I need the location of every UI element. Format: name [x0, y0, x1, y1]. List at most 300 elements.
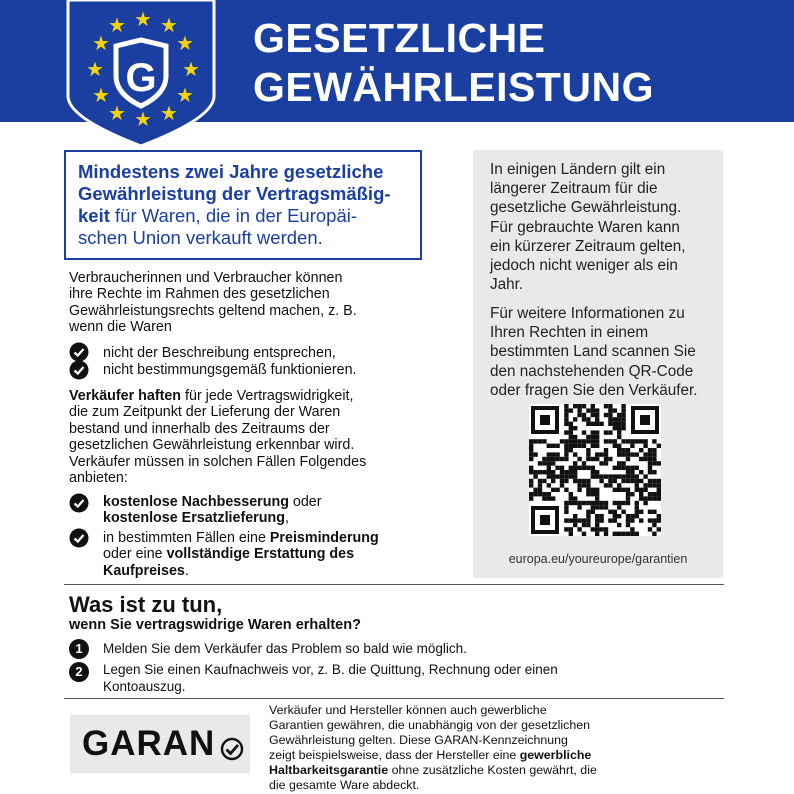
rights-item-1: nicht der Beschreibung entsprechen,	[103, 345, 336, 361]
qr-module	[652, 439, 656, 443]
qr-module	[608, 483, 612, 487]
qr-module	[608, 408, 612, 412]
qr-module	[547, 444, 551, 448]
qr-module	[591, 505, 595, 509]
qr-module	[657, 483, 661, 487]
qr-module	[573, 496, 577, 500]
sidebar-line: Ihren Rechten in einem	[490, 324, 649, 342]
qr-module	[564, 448, 568, 452]
qr-module	[595, 492, 599, 496]
svg-text:★: ★	[134, 107, 152, 131]
sidebar-line: ein kürzerer Zeitraum gelten,	[490, 237, 686, 255]
title-line-1: GESETZLICHE	[253, 15, 546, 61]
qr-module	[657, 527, 661, 531]
qr-module	[657, 488, 661, 492]
qr-module	[635, 532, 639, 536]
qr-module	[657, 461, 661, 465]
garan-logo-text: GARAN	[82, 724, 216, 763]
qr-module	[582, 413, 586, 417]
qr-module	[595, 518, 599, 522]
seller-item-1	[103, 494, 322, 527]
qr-module	[626, 501, 630, 505]
qr-module	[613, 501, 617, 505]
qr-module	[613, 444, 617, 448]
qr-code[interactable]	[529, 404, 661, 536]
qr-module	[648, 461, 652, 465]
qr-module	[617, 483, 621, 487]
qr-module	[555, 474, 559, 478]
qr-module	[586, 417, 590, 421]
garan-line: ohne zusätzliche Kosten gewährt, die	[388, 762, 597, 777]
qr-module	[652, 510, 656, 514]
qr-module	[621, 474, 625, 478]
qr-module	[617, 501, 621, 505]
qr-module	[586, 466, 590, 470]
qr-module	[630, 492, 634, 496]
qr-module	[626, 448, 630, 452]
qr-module	[533, 492, 537, 496]
qr-module	[613, 518, 617, 522]
qr-module	[547, 483, 551, 487]
check-circle-icon	[69, 360, 89, 380]
qr-module	[595, 474, 599, 478]
seller-line: für jede Vertragswidrigkeit,	[181, 388, 354, 404]
qr-module	[595, 488, 599, 492]
qr-module	[635, 474, 639, 478]
qr-module	[591, 457, 595, 461]
qr-module	[533, 439, 537, 443]
qr-module	[577, 408, 581, 412]
qr-module	[591, 466, 595, 470]
qr-module	[626, 470, 630, 474]
qr-module	[604, 457, 608, 461]
qr-module	[538, 461, 542, 465]
sidebar-para-1	[490, 160, 686, 294]
qr-module	[577, 505, 581, 509]
qr-module	[586, 408, 590, 412]
qr-module	[608, 457, 612, 461]
qr-module	[613, 408, 617, 412]
qr-module	[617, 523, 621, 527]
svg-text:★: ★	[92, 83, 110, 107]
qr-module	[569, 496, 573, 500]
qr-module	[529, 470, 533, 474]
qr-module	[586, 514, 590, 518]
qr-module	[560, 483, 564, 487]
page-title	[253, 14, 654, 112]
qr-module	[560, 474, 564, 478]
qr-module	[586, 518, 590, 522]
qr-module	[617, 505, 621, 509]
qr-module	[630, 452, 634, 456]
qr-module	[595, 452, 599, 456]
qr-module	[613, 488, 617, 492]
qr-module	[643, 439, 647, 443]
qr-module	[547, 452, 551, 456]
qr-module	[639, 470, 643, 474]
qr-module	[617, 452, 621, 456]
qr-module	[586, 501, 590, 505]
divider	[64, 698, 724, 699]
qr-module	[591, 430, 595, 434]
qr-module	[533, 452, 537, 456]
qr-module	[652, 470, 656, 474]
qr-module	[604, 413, 608, 417]
qr-module	[564, 422, 568, 426]
qr-module	[648, 510, 652, 514]
qr-module	[613, 514, 617, 518]
garan-paragraph	[269, 703, 639, 792]
qr-module	[591, 439, 595, 443]
qr-module	[560, 479, 564, 483]
qr-module	[591, 470, 595, 474]
qr-module	[595, 435, 599, 439]
garan-check-icon	[220, 737, 244, 761]
qr-module	[626, 518, 630, 522]
qr-module	[569, 426, 573, 430]
info-sidebar	[473, 150, 723, 578]
qr-module	[639, 439, 643, 443]
qr-module	[586, 452, 590, 456]
qr-module	[608, 404, 612, 408]
qr-module	[547, 470, 551, 474]
qr-module	[617, 474, 621, 478]
seller-item-bold: kostenlose Nachbesserung	[103, 494, 289, 510]
qr-module	[608, 417, 612, 421]
qr-module	[551, 479, 555, 483]
qr-module	[630, 518, 634, 522]
qr-module	[635, 439, 639, 443]
qr-module	[577, 527, 581, 531]
qr-module	[595, 527, 599, 531]
qr-module	[547, 461, 551, 465]
qr-module	[555, 457, 559, 461]
qr-module	[564, 408, 568, 412]
qr-module	[586, 422, 590, 426]
qr-module	[639, 518, 643, 522]
qr-module	[617, 532, 621, 536]
qr-module	[582, 518, 586, 522]
qr-module	[542, 492, 546, 496]
qr-module	[604, 474, 608, 478]
qr-module	[533, 488, 537, 492]
qr-module	[617, 426, 621, 430]
qr-module	[630, 514, 634, 518]
seller-bold-start: Verkäufer haften	[69, 388, 182, 404]
check-circle-icon	[69, 342, 89, 362]
qr-module	[604, 448, 608, 452]
qr-module	[643, 496, 647, 500]
seller-line: Verkäufer müssen in solchen Fällen Folgendes	[69, 453, 367, 470]
qr-module	[617, 413, 621, 417]
qr-module	[560, 470, 564, 474]
svg-text:★: ★	[176, 83, 194, 107]
qr-module	[573, 404, 577, 408]
qr-module	[604, 532, 608, 536]
qr-module	[604, 452, 608, 456]
qr-module	[551, 444, 555, 448]
qr-module	[582, 417, 586, 421]
sidebar-url-link[interactable]: europa.eu/youreurope/garantien	[508, 552, 688, 566]
qr-module	[639, 479, 643, 483]
qr-module	[529, 479, 533, 483]
qr-module	[538, 488, 542, 492]
intro-rest-line3: für Waren, die in der Europäi-	[109, 205, 358, 226]
qr-module	[586, 523, 590, 527]
qr-module	[621, 448, 625, 452]
qr-module	[573, 474, 577, 478]
qr-module	[648, 518, 652, 522]
garan-logo	[70, 715, 250, 773]
qr-module	[569, 527, 573, 531]
intro-bold-part3: keit	[78, 205, 110, 226]
qr-module	[643, 474, 647, 478]
qr-module	[657, 496, 661, 500]
qr-module	[595, 413, 599, 417]
qr-module	[595, 532, 599, 536]
qr-module	[599, 518, 603, 522]
qr-module	[591, 492, 595, 496]
qr-module	[639, 492, 643, 496]
check-circle-icon	[69, 493, 89, 513]
qr-module	[577, 444, 581, 448]
qr-module	[617, 430, 621, 434]
qr-module	[626, 496, 630, 500]
qr-module	[573, 470, 577, 474]
qr-module	[595, 523, 599, 527]
seller-item-plain: .	[184, 562, 189, 579]
qr-module	[582, 466, 586, 470]
qr-module	[608, 518, 612, 522]
qr-module	[591, 422, 595, 426]
qr-module	[569, 518, 573, 522]
svg-text:★: ★	[108, 13, 126, 37]
qr-module	[643, 483, 647, 487]
qr-module	[573, 461, 577, 465]
intro-highlight-box	[64, 150, 422, 260]
svg-text:★: ★	[176, 31, 194, 55]
qr-module	[586, 448, 590, 452]
qr-module	[577, 501, 581, 505]
qr-module	[621, 404, 625, 408]
qr-module	[573, 518, 577, 522]
qr-module	[573, 426, 577, 430]
qr-module	[626, 439, 630, 443]
qr-module	[652, 496, 656, 500]
garan-line: Gewährleistung gelten. Diese GARAN-Kennzeichnung	[269, 732, 568, 747]
qr-module	[608, 430, 612, 434]
qr-module	[586, 439, 590, 443]
rights-line: Gewährleistungsrechts geltend machen, z. B.	[69, 302, 357, 319]
qr-module	[529, 466, 533, 470]
qr-module	[529, 448, 533, 452]
qr-module	[573, 417, 577, 421]
qr-module	[569, 439, 573, 443]
emblem-letter: G	[125, 56, 157, 100]
qr-module	[621, 422, 625, 426]
garan-line: die gesamte Ware abdeckt.	[269, 777, 420, 792]
qr-module	[648, 496, 652, 500]
qr-module	[595, 496, 599, 500]
qr-module	[617, 417, 621, 421]
qr-module	[582, 444, 586, 448]
seller-item-bold: Kaufpreises	[103, 562, 185, 579]
qr-module	[595, 417, 599, 421]
qr-module	[635, 479, 639, 483]
qr-module	[582, 532, 586, 536]
qr-module	[626, 479, 630, 483]
qr-module	[586, 483, 590, 487]
garan-bold: Haltbarkeitsgarantie	[269, 762, 389, 777]
qr-module	[604, 439, 608, 443]
step-line: Kontoauszug.	[103, 679, 186, 694]
qr-module	[538, 483, 542, 487]
qr-module	[648, 452, 652, 456]
qr-module	[547, 496, 551, 500]
qr-module	[582, 430, 586, 434]
qr-module	[626, 523, 630, 527]
qr-module	[564, 518, 568, 522]
qr-module	[577, 466, 581, 470]
qr-module	[564, 527, 568, 531]
todo-step-1	[103, 640, 467, 657]
qr-module	[560, 457, 564, 461]
sidebar-line: Jahr.	[490, 276, 524, 294]
qr-module	[555, 466, 559, 470]
qr-module	[599, 505, 603, 509]
qr-module	[551, 488, 555, 492]
qr-module	[569, 492, 573, 496]
qr-module	[604, 461, 608, 465]
seller-item-bold: Preisminderung	[269, 530, 379, 546]
qr-module	[639, 448, 643, 452]
qr-module	[569, 470, 573, 474]
seller-line: anbieten:	[69, 470, 128, 487]
qr-module	[577, 404, 581, 408]
seller-item-bold: vollständige Erstattung des	[166, 546, 355, 563]
qr-module	[564, 439, 568, 443]
qr-module	[643, 501, 647, 505]
qr-module	[564, 470, 568, 474]
rights-paragraph	[69, 270, 357, 336]
qr-module	[573, 439, 577, 443]
qr-module	[626, 457, 630, 461]
qr-module	[617, 461, 621, 465]
qr-module	[630, 474, 634, 478]
sidebar-line: oder fragen Sie den Verkäufer.	[490, 381, 698, 399]
qr-module	[635, 452, 639, 456]
header-banner	[0, 0, 794, 131]
qr-module	[595, 505, 599, 509]
sidebar-line: den nachstehenden QR-Code	[490, 362, 694, 380]
qr-module	[573, 514, 577, 518]
seller-line: gesetzlichen Gewährleistung erkennbar wird.	[69, 437, 355, 454]
qr-module	[599, 514, 603, 518]
qr-module	[635, 488, 639, 492]
qr-module	[599, 461, 603, 465]
qr-module	[648, 527, 652, 531]
qr-module	[617, 488, 621, 492]
qr-module	[569, 466, 573, 470]
qr-module	[551, 461, 555, 465]
qr-module	[595, 422, 599, 426]
qr-module	[621, 532, 625, 536]
qr-module	[604, 430, 608, 434]
sidebar-para-2	[490, 304, 698, 400]
qr-module	[604, 501, 608, 505]
qr-module	[573, 452, 577, 456]
qr-module	[582, 439, 586, 443]
qr-module	[564, 404, 568, 408]
rights-item-2: nicht bestimmungsgemäß funktionieren.	[103, 362, 357, 378]
qr-module	[652, 479, 656, 483]
qr-module	[613, 417, 617, 421]
step-number-badge: 2	[69, 662, 89, 682]
todo-step-2	[103, 661, 558, 695]
qr-module	[630, 527, 634, 531]
qr-module	[621, 413, 625, 417]
check-circle-icon	[69, 528, 89, 548]
rights-line: Verbraucherinnen und Verbraucher können	[69, 270, 343, 286]
qr-module	[613, 466, 617, 470]
qr-module	[639, 496, 643, 500]
qr-module	[621, 466, 625, 470]
qr-module	[564, 474, 568, 478]
qr-module	[635, 510, 639, 514]
qr-module	[547, 457, 551, 461]
qr-module	[621, 452, 625, 456]
svg-text:★: ★	[160, 101, 178, 125]
qr-module	[643, 488, 647, 492]
qr-module	[573, 435, 577, 439]
qr-module	[582, 461, 586, 465]
qr-module	[648, 470, 652, 474]
qr-module	[586, 457, 590, 461]
qr-module	[626, 514, 630, 518]
qr-module	[577, 439, 581, 443]
qr-module	[608, 439, 612, 443]
qr-module	[621, 479, 625, 483]
seller-item-plain: oder eine	[103, 546, 167, 563]
qr-module	[569, 430, 573, 434]
qr-module	[613, 510, 617, 514]
qr-module	[626, 532, 630, 536]
qr-module	[529, 444, 533, 448]
todo-title: Was ist zu tun,	[69, 592, 223, 617]
qr-module	[529, 457, 533, 461]
seller-line: bestand und innerhalb des Zeitraums der	[69, 420, 330, 437]
qr-module	[621, 417, 625, 421]
qr-module	[551, 474, 555, 478]
qr-module	[635, 466, 639, 470]
qr-module	[582, 479, 586, 483]
qr-module	[586, 492, 590, 496]
qr-module	[648, 448, 652, 452]
qr-module	[630, 439, 634, 443]
qr-module	[591, 488, 595, 492]
qr-module	[621, 510, 625, 514]
qr-module	[657, 444, 661, 448]
qr-module	[608, 422, 612, 426]
qr-module	[626, 492, 630, 496]
qr-module	[621, 426, 625, 430]
svg-text:★: ★	[160, 13, 178, 37]
divider	[64, 584, 724, 585]
qr-module	[621, 488, 625, 492]
qr-module	[547, 492, 551, 496]
qr-module	[643, 457, 647, 461]
qr-module	[599, 452, 603, 456]
